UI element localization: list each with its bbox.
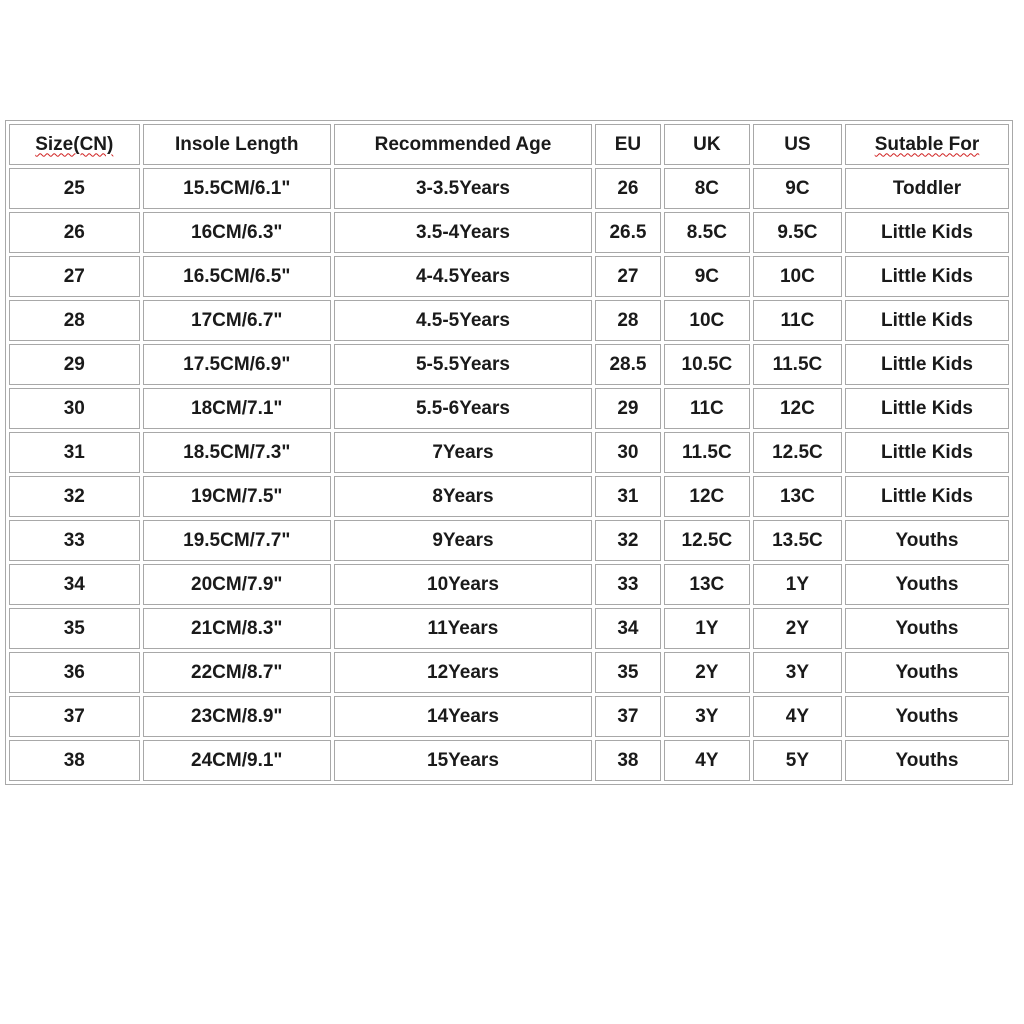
cell-size-cn: 28 <box>9 300 140 341</box>
cell-suitable-for: Little Kids <box>845 388 1009 429</box>
cell-suitable-for: Little Kids <box>845 256 1009 297</box>
cell-recommended-age: 10Years <box>334 564 592 605</box>
cell-insole-length: 19.5CM/7.7" <box>143 520 331 561</box>
cell-eu: 38 <box>595 740 661 781</box>
cell-uk: 2Y <box>664 652 750 693</box>
cell-recommended-age: 14Years <box>334 696 592 737</box>
header-recommended-age: Recommended Age <box>334 124 592 165</box>
header-eu: EU <box>595 124 661 165</box>
cell-recommended-age: 8Years <box>334 476 592 517</box>
cell-suitable-for: Youths <box>845 740 1009 781</box>
cell-us: 9.5C <box>753 212 842 253</box>
cell-insole-length: 19CM/7.5" <box>143 476 331 517</box>
cell-recommended-age: 15Years <box>334 740 592 781</box>
cell-size-cn: 36 <box>9 652 140 693</box>
cell-insole-length: 20CM/7.9" <box>143 564 331 605</box>
cell-recommended-age: 12Years <box>334 652 592 693</box>
cell-recommended-age: 5.5-6Years <box>334 388 592 429</box>
cell-eu: 28.5 <box>595 344 661 385</box>
cell-insole-length: 16.5CM/6.5" <box>143 256 331 297</box>
cell-eu: 26 <box>595 168 661 209</box>
cell-uk: 11.5C <box>664 432 750 473</box>
cell-us: 13C <box>753 476 842 517</box>
cell-eu: 34 <box>595 608 661 649</box>
cell-size-cn: 27 <box>9 256 140 297</box>
cell-us: 3Y <box>753 652 842 693</box>
cell-eu: 30 <box>595 432 661 473</box>
table-row <box>9 212 1009 253</box>
cell-insole-length: 16CM/6.3" <box>143 212 331 253</box>
cell-us: 4Y <box>753 696 842 737</box>
cell-suitable-for: Youths <box>845 608 1009 649</box>
cell-eu: 37 <box>595 696 661 737</box>
cell-size-cn: 35 <box>9 608 140 649</box>
cell-suitable-for: Youths <box>845 520 1009 561</box>
cell-uk: 8.5C <box>664 212 750 253</box>
cell-suitable-for: Toddler <box>845 168 1009 209</box>
table-row <box>9 740 1009 781</box>
cell-suitable-for: Little Kids <box>845 476 1009 517</box>
table-row <box>9 696 1009 737</box>
cell-us: 2Y <box>753 608 842 649</box>
cell-us: 12.5C <box>753 432 842 473</box>
table-row <box>9 652 1009 693</box>
cell-eu: 29 <box>595 388 661 429</box>
cell-insole-length: 23CM/8.9" <box>143 696 331 737</box>
cell-insole-length: 21CM/8.3" <box>143 608 331 649</box>
cell-uk: 12C <box>664 476 750 517</box>
cell-eu: 33 <box>595 564 661 605</box>
cell-insole-length: 18CM/7.1" <box>143 388 331 429</box>
cell-recommended-age: 4-4.5Years <box>334 256 592 297</box>
cell-eu: 28 <box>595 300 661 341</box>
cell-size-cn: 38 <box>9 740 140 781</box>
size-chart-table <box>5 120 1013 785</box>
cell-insole-length: 22CM/8.7" <box>143 652 331 693</box>
cell-suitable-for: Youths <box>845 696 1009 737</box>
cell-size-cn: 30 <box>9 388 140 429</box>
cell-uk: 10C <box>664 300 750 341</box>
cell-insole-length: 24CM/9.1" <box>143 740 331 781</box>
table-row <box>9 168 1009 209</box>
cell-suitable-for: Little Kids <box>845 344 1009 385</box>
table-body <box>9 168 1009 781</box>
cell-us: 12C <box>753 388 842 429</box>
cell-suitable-for: Youths <box>845 564 1009 605</box>
cell-eu: 31 <box>595 476 661 517</box>
table-row <box>9 344 1009 385</box>
cell-size-cn: 29 <box>9 344 140 385</box>
cell-recommended-age: 3.5-4Years <box>334 212 592 253</box>
cell-uk: 13C <box>664 564 750 605</box>
cell-suitable-for: Little Kids <box>845 212 1009 253</box>
cell-us: 11C <box>753 300 842 341</box>
cell-uk: 9C <box>664 256 750 297</box>
cell-us: 5Y <box>753 740 842 781</box>
cell-insole-length: 17.5CM/6.9" <box>143 344 331 385</box>
cell-suitable-for: Youths <box>845 652 1009 693</box>
cell-us: 13.5C <box>753 520 842 561</box>
cell-us: 11.5C <box>753 344 842 385</box>
cell-size-cn: 37 <box>9 696 140 737</box>
cell-us: 9C <box>753 168 842 209</box>
table-row <box>9 564 1009 605</box>
cell-insole-length: 15.5CM/6.1" <box>143 168 331 209</box>
header-insole-length: Insole Length <box>143 124 331 165</box>
header-row <box>9 124 1009 165</box>
cell-recommended-age: 9Years <box>334 520 592 561</box>
cell-recommended-age: 3-3.5Years <box>334 168 592 209</box>
cell-size-cn: 33 <box>9 520 140 561</box>
cell-suitable-for: Little Kids <box>845 432 1009 473</box>
cell-eu: 35 <box>595 652 661 693</box>
header-us: US <box>753 124 842 165</box>
cell-eu: 27 <box>595 256 661 297</box>
cell-recommended-age: 7Years <box>334 432 592 473</box>
table-row <box>9 432 1009 473</box>
cell-uk: 10.5C <box>664 344 750 385</box>
cell-size-cn: 31 <box>9 432 140 473</box>
cell-uk: 3Y <box>664 696 750 737</box>
cell-size-cn: 25 <box>9 168 140 209</box>
table-row <box>9 388 1009 429</box>
cell-uk: 4Y <box>664 740 750 781</box>
cell-recommended-age: 4.5-5Years <box>334 300 592 341</box>
table-row <box>9 476 1009 517</box>
cell-recommended-age: 5-5.5Years <box>334 344 592 385</box>
header-suitable-for: Sutable For <box>845 124 1009 165</box>
cell-us: 1Y <box>753 564 842 605</box>
header-size-cn: Size(CN) <box>9 124 140 165</box>
cell-uk: 12.5C <box>664 520 750 561</box>
table-row <box>9 256 1009 297</box>
cell-insole-length: 17CM/6.7" <box>143 300 331 341</box>
table-row <box>9 608 1009 649</box>
table-row <box>9 520 1009 561</box>
cell-recommended-age: 11Years <box>334 608 592 649</box>
cell-suitable-for: Little Kids <box>845 300 1009 341</box>
cell-size-cn: 26 <box>9 212 140 253</box>
cell-uk: 8C <box>664 168 750 209</box>
cell-insole-length: 18.5CM/7.3" <box>143 432 331 473</box>
cell-size-cn: 32 <box>9 476 140 517</box>
cell-uk: 1Y <box>664 608 750 649</box>
cell-uk: 11C <box>664 388 750 429</box>
table-row <box>9 300 1009 341</box>
cell-size-cn: 34 <box>9 564 140 605</box>
cell-eu: 32 <box>595 520 661 561</box>
header-uk: UK <box>664 124 750 165</box>
cell-eu: 26.5 <box>595 212 661 253</box>
cell-us: 10C <box>753 256 842 297</box>
